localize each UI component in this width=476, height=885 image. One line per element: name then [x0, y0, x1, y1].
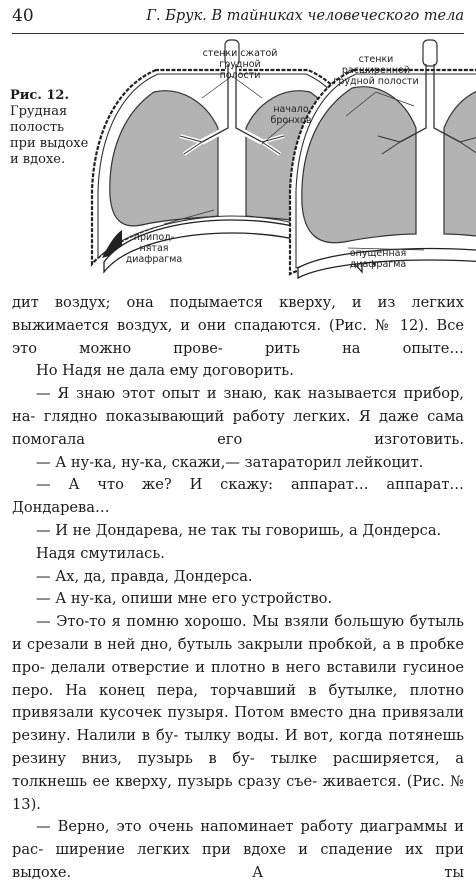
figure-caption	[10, 88, 90, 168]
paragraph-dialogue: — И не Дондарева, не так ты говоришь, а Дондерса.	[36, 521, 442, 539]
page-number: 40	[12, 6, 34, 26]
paragraph-continuation: дит воздух; она подымается кверху, и из легких выжимается воздух, и они спадаются. (Рис. № 12). Все это можно прове- рить на опыте…	[12, 294, 465, 357]
paragraph-narration: Но Надя не дала ему договорить.	[36, 362, 294, 380]
label-compressed-walls: стенки сжатой грудной полости	[202, 48, 278, 81]
page-header	[12, 6, 464, 32]
figure-caption-number: Рис. 12.	[10, 88, 70, 103]
body-text	[12, 292, 464, 885]
paragraph-dialogue: — Верно, это очень напоминает работу диаграммы и рас- ширение легких при вдохе и спадение их при выдохе. А ты	[12, 818, 465, 881]
label-lowered-diaphragm: опущенная диафрагма	[349, 248, 407, 270]
figure-12	[0, 36, 476, 288]
header-rule	[12, 33, 464, 34]
paragraph-dialogue: — А ну-ка, ну-ка, скажи,— затараторил лейкоцит.	[36, 453, 424, 471]
paragraph-dialogue: — А что же? И скажу: аппарат… аппарат… Дондарева…	[12, 476, 464, 517]
figure-caption-text: Грудная полость при выдохе и вдохе.	[10, 104, 89, 167]
label-bronchi: начало бронхов	[270, 104, 312, 126]
paragraph-dialogue: — Я знаю этот опыт и знаю, как называется прибор, на- глядно показывающий работу легких. Я даже сама помогала его изготовить.	[12, 385, 465, 448]
paragraph-dialogue: — Ах, да, правда, Дондерса.	[36, 567, 253, 585]
running-title: Г. Брук. В тайниках человеческого тела	[146, 8, 464, 24]
label-raised-diaphragm: припод- нятая диафрагма	[125, 232, 183, 265]
paragraph-narration: Надя смутилась.	[36, 544, 165, 562]
paragraph-dialogue: — А ну-ка, опиши мне его устройство.	[36, 590, 333, 608]
label-expanded-walls: стенки расширенной грудной полости	[333, 54, 419, 87]
paragraph-dialogue: — Это-то я помню хорошо. Мы взяли большую бутыль и срезали в ней дно, бутыль закрыли пробкой, а в пробке про- делали отверстие и плотно в него вставили гусиное перо. На конец пера, торчавший в бутылке, плотно привязали кусочек пузыря. Потом вместо дна привязали резину. Налили в бу- тылку воды. И вот, когда потянешь резину вниз, пузырь в бу- тылке расширяется, а толкнешь ее кверху, пузырь сразу съе- живается. (Рис. № 13).	[12, 613, 465, 813]
